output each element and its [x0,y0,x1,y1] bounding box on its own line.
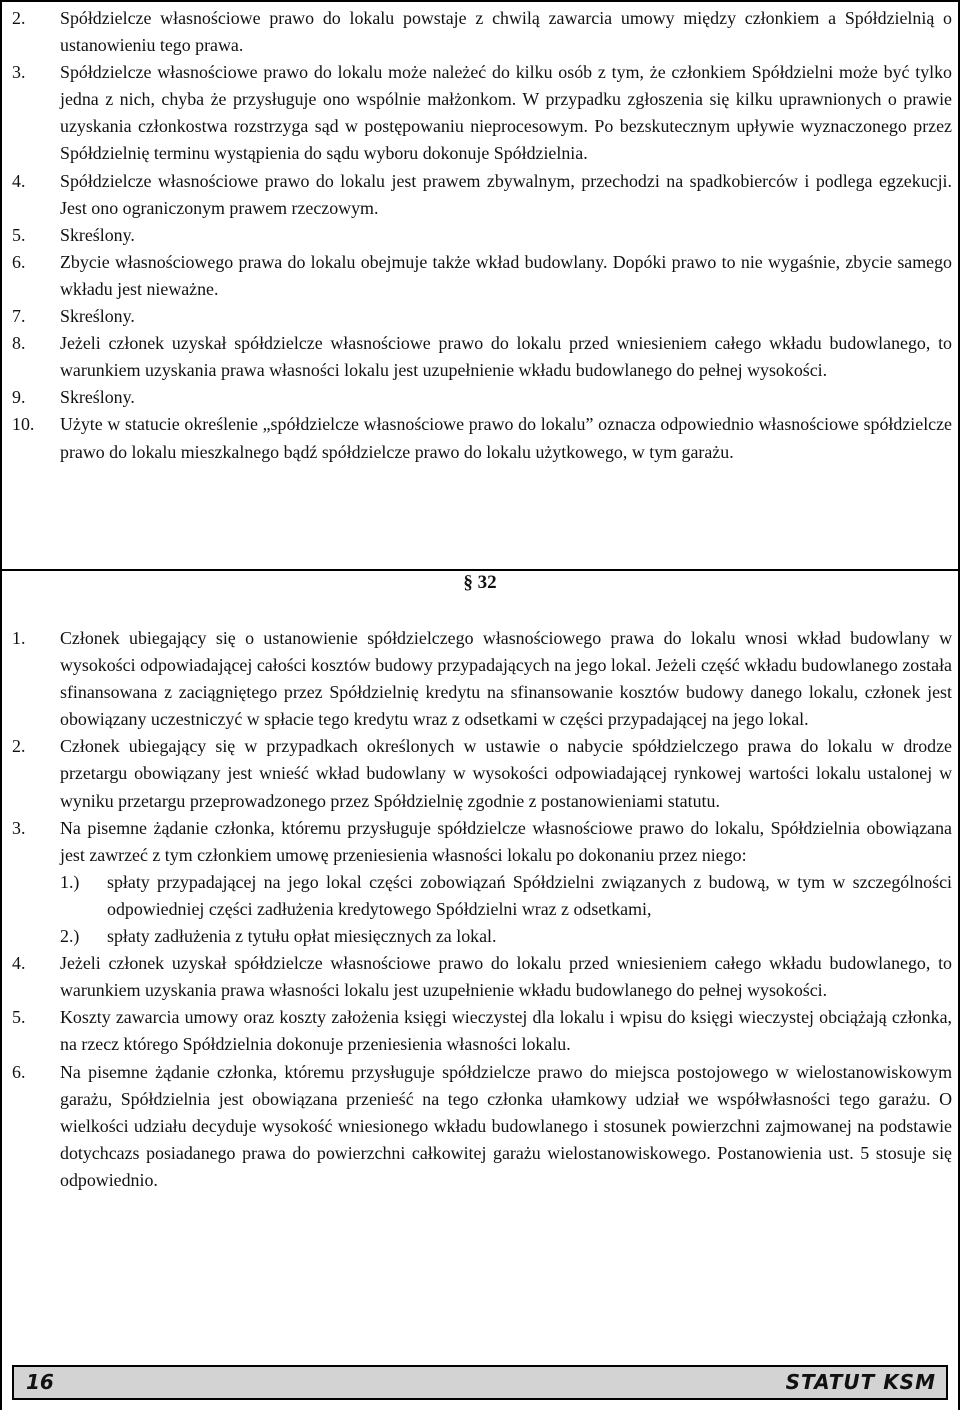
item-text: Skreślony. [60,387,135,408]
item-number: 2. [12,736,26,757]
paragraph-list [12,5,952,466]
item-text: Spółdzielcze własnościowe prawo do lokalu może należeć do kilku osób z tym, że członkiem Spółdzielni może być tylko jedna z nich, chyba że przysługuje ono wspólnie małżonkom. W przypadku zgłoszenia się kilku uprawnionych o prawie uzyskania członkostwa rozstrzyga sąd w postępowaniu nieprocesowym. Po bezskutecznym upływie wyznaczonego przez Spółdzielnię terminu wystąpienia do sądu wyboru dokonuje Spółdzielnia. [60,62,952,164]
item-number: 4. [12,953,26,974]
item-number: 2. [12,8,26,28]
list-item [12,625,952,733]
item-text: Skreślony. [60,224,135,245]
item-text: Na pisemne żądanie członka, któremu przysługuje spółdzielcze prawo do miejsca postojowego w wielostanowiskowym garażu, Spółdzielnia jest obowiązana przenieść na tego członka ułamkowy udział we współwłasności tego garażu. O wielkości udziału decyduje wysokość wniesionego wkładu budowlanego i stosunek powierzchni zajmowanej na podstawie dotychcazs posiadanego prawa do powierzchni całkowitej garażu wielostanowiskowego. Postanowienia ust. 5 stosuje się odpowiednio. [60,1061,952,1190]
sub-list [60,869,952,950]
item-text: Spółdzielcze własnościowe prawo do lokalu powstaje z chwilą zawarcia umowy między członkiem a Spółdzielnią o ustanowieniu tego prawa. [60,8,952,56]
item-number: 3. [12,62,26,83]
list-item [12,950,952,1004]
page-number: 16 [26,1370,54,1394]
sub-list-item [60,869,952,923]
sub-item-text: spłaty zadłużenia z tytułu opłat miesięcznych za lokal. [107,926,497,947]
sub-list-item [60,923,952,950]
list-item [12,733,952,814]
item-text: Koszty zawarcia umowy oraz koszty założenia księgi wieczystej dla lokalu i wpisu do księgi wieczystej obciążają członka, na rzecz którego Spółdzielnia dokonuje przeniesienia własności lokalu. [60,1007,952,1055]
section-title: § 32 [463,572,497,593]
list-item [12,1004,952,1058]
item-number: 5. [12,1007,26,1028]
item-number: 6. [12,251,26,272]
item-text: Użyte w statucie określenie „spółdzielcze własnościowe prawo do lokalu” oznacza odpowiednio własnościowe spółdzielcze prawo do lokalu mieszkalnego bądź spółdzielcze prawo do lokalu użytkowego, w tym garażu. [60,414,952,462]
sub-item-number: 2.) [60,926,80,947]
item-number: 8. [12,333,26,354]
item-number: 1. [12,628,26,648]
list-item [12,815,952,950]
section-32 [12,625,952,1194]
item-number: 5. [12,224,26,245]
list-item [12,222,952,249]
item-text: Zbycie własnościowego prawa do lokalu obejmuje także wkład budowlany. Dopóki prawo to nie wygaśnie, zbycie samego wkładu jest nieważne. [60,251,952,299]
item-number: 7. [12,306,26,327]
item-text: Skreślony. [60,306,135,327]
item-number: 4. [12,170,26,191]
item-text: Na pisemne żądanie członka, któremu przysługuje spółdzielcze własnościowe prawo do lokalu, Spółdzielnia obowiązana jest zawrzeć z tym członkiem umowę przeniesienia własności lokalu po dokonaniu przez niego: [60,817,952,865]
item-number: 6. [12,1061,26,1082]
list-item [12,330,952,384]
item-text: Członek ubiegający się o ustanowienie spółdzielczego własnościowego prawa do lokalu wnosi wkład budowlany w wysokości odpowiadającej całości kosztów budowy przypadających na jego lokal. Jeżeli część wkładu budowlanego została sfinansowana z zaciągniętego przez Spółdzielnię kredytu na sfinansowanie kosztów budowy danego lokalu, członek jest obowiązany uczestniczyć w spłacie tego kredytu wraz z odsetkami w części przypadającej na jego lokal. [60,628,952,730]
list-item [12,249,952,303]
item-text: Jeżeli członek uzyskał spółdzielcze własnościowe prawo do lokalu przed wniesieniem całego wkładu budowlanego, to warunkiem uzyskania prawa własności lokalu jest uzupełnienie wkładu budowlanego do pełnej wysokości. [60,333,952,381]
paragraph-list [12,625,952,1194]
list-item [12,59,952,167]
document-title: STATUT KSM [785,1370,936,1394]
list-item [12,5,952,59]
list-item [12,1059,952,1194]
item-text: Członek ubiegający się w przypadkach określonych w ustawie o nabycie spółdzielczego prawa do lokalu w drodze przetargu obowiązany jest wnieść wkład budowlany w wysokości odpowiadającej rynkowej wartości lokalu ustalonej w wyniku przetargu przeprowadzonego przez Spółdzielnię zgodnie z postanowieniami statutu. [60,736,952,811]
list-item [12,411,952,465]
item-number: 3. [12,817,26,838]
list-item [12,384,952,411]
list-item [12,303,952,330]
page-footer [12,1365,948,1400]
item-number: 10. [12,414,35,435]
list-item [12,168,952,222]
sub-item-number: 1.) [60,871,80,892]
sub-item-text: spłaty przypadającej na jego lokal części zobowiązań Spółdzielni związanych z budową, w tym w szczególności odpowiedniej części zadłużenia kredytowego Spółdzielni wraz z odsetkami, [107,871,952,919]
section-divider [2,569,958,571]
item-text: Spółdzielcze własnościowe prawo do lokalu jest prawem zbywalnym, przechodzi na spadkobierców i podlega egzekucji. Jest ono ograniczonym prawem rzeczowym. [60,170,952,218]
item-text: Jeżeli członek uzyskał spółdzielcze własnościowe prawo do lokalu przed wniesieniem całego wkładu budowlanego, to warunkiem uzyskania prawa własności lokalu jest uzupełnienie wkładu budowlanego do pełnej wysokości. [60,953,952,1001]
top-section [12,5,952,466]
item-number: 9. [12,387,26,408]
